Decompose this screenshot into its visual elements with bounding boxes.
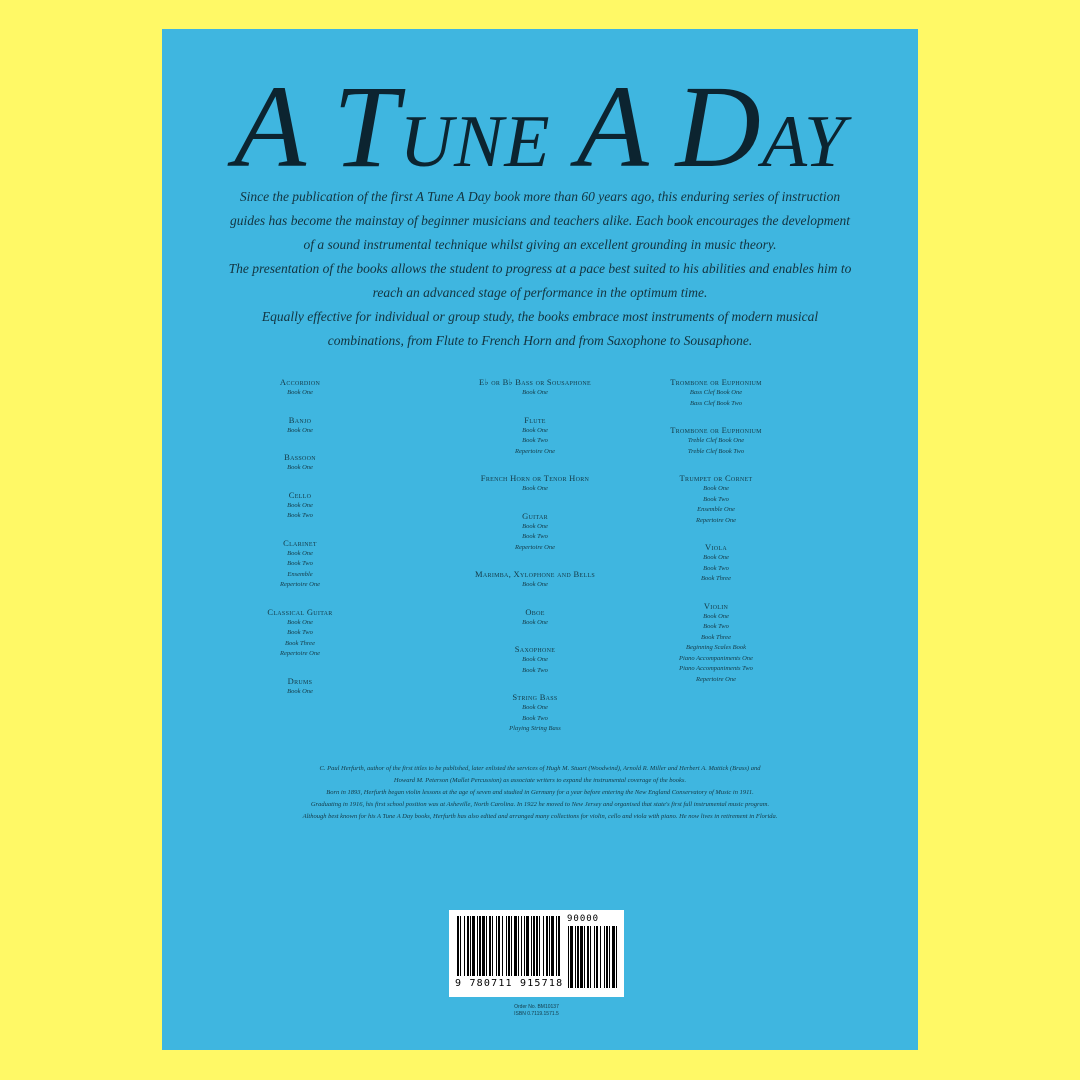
book-title-item: Book Two [703,495,729,503]
intro-line: Equally effective for individual or group study, the books embrace most instruments of modern musical [261,309,819,324]
intro-line: guides has become the mainstay of beginner musicians and teachers alike. Each book encourages the development [229,213,851,228]
instrument-name: Marimba, Xylophone and Bells [475,569,595,579]
instrument-name: E♭ or B♭ Bass or Sousaphone [478,377,591,387]
instrument-name: Trombone or Euphonium [670,377,762,387]
instrument-name: String Bass [512,692,558,702]
book-title-item: Book Two [287,512,313,519]
book-title-item: Book Three [701,575,731,582]
instrument-name: Viola [705,542,727,552]
intro-paragraph [192,185,888,353]
book-title-item: Treble Clef Book One [687,437,745,444]
book-title-item: Repertoire One [279,650,320,657]
book-title-item: Book One [522,656,548,663]
book-title-item: Book Two [703,623,729,630]
title-ay: AY [761,101,847,183]
book-title-item: Bass Clef Book One [689,389,743,396]
bio-line: Although best known for his A Tune A Day books, Herfurth has also edited and arranged many collections for violin, cello and viola with piano. He now lives in retirement in Florida. [302,813,778,820]
instrument-name: Clarinet [283,537,317,548]
book-title-item: Book One [287,687,313,695]
book-title-item: Book Two [287,560,313,567]
book-title-item: Book One [287,426,313,434]
order-number: Order No. BM10137 [514,1004,559,1010]
bio-line: C. Paul Herfurth, author of the first titles to be published, later enlisted the services of Hugh M. Stuart (Woodwind), Arnold R. Miller and Herbert A. Mattick (Brass) and [319,765,761,772]
bio-line: Graduating in 1916, his first school position was at Asheville, North Carolina. In 1922 he moved to New Jersey and organised that state's first full instrumental music program. [310,801,770,808]
barcode-addon-number: 90000 [567,914,600,924]
book-title-item: Repertoire One [279,581,320,588]
instrument-group [190,607,410,660]
book-title-item: Book One [522,704,548,711]
book-title-item: Book Two [703,564,729,572]
title-une: UNE [399,101,551,183]
book-title-item: Book One [703,612,729,620]
book-title-item: Piano Accompaniments One [679,654,753,662]
book-title-item: Repertoire One [514,447,555,455]
instrument-group [606,601,826,686]
book-title-item: Book Three [285,639,315,647]
instrument-group [190,676,410,698]
book-title-item: Playing String Bass [509,725,561,732]
title-letter-a: A [233,61,307,192]
isbn-block [449,1004,624,1018]
book-title-item: Repertoire One [695,516,736,524]
book-title-item: Book One [703,485,729,492]
book-title-item: Book One [522,426,548,434]
book-title-item: Beginning Scales Book [686,644,746,651]
book-title-item: Repertoire One [695,675,736,683]
book-title-item: Book One [522,581,548,588]
book-title-item: Book Two [287,629,313,636]
title-letter-t: T [332,61,400,192]
isbn-number: ISBN 0.7119.1571.5 [514,1011,559,1017]
instrument-group [190,377,410,399]
book-title-item: Ensemble [287,570,313,578]
book-title-item: Book One [287,501,313,509]
instrument-name: Drums [287,675,313,686]
instrument-name: Saxophone [514,644,556,654]
instrument-group [606,377,826,409]
instrument-name: Accordion [279,377,321,387]
intro-line: The presentation of the books allows the student to progress at a pace best suited to his abilities and enables him to [228,261,852,276]
book-title-item: Book Two [522,714,548,722]
title-letter-a2: A [576,61,650,192]
instrument-name: French Horn or Tenor Horn [480,473,590,483]
book-title-item: Book Two [522,437,548,444]
intro-line: combinations, from Flute to French Horn and from Saxophone to Sousaphone. [327,333,753,348]
book-title-item: Book One [522,485,548,492]
book-title-item: Book One [522,389,548,396]
instrument-name: Oboe [525,606,545,617]
book-title-item: Book One [287,549,313,557]
intro-line: of a sound instrumental technique whilst giving an excellent grounding in music theory. [303,237,777,252]
instrument-group [190,452,410,474]
instrument-name: Trumpet or Cornet [679,473,753,483]
barcode-number: 9 780711 915718 [455,978,564,989]
book-title-item: Book Three [701,633,731,641]
book-title-item: Book One [287,464,313,471]
instrument-name: Classical Guitar [267,606,333,617]
instrument-name: Flute [524,414,546,425]
instrument-group [190,415,410,437]
book-title-item: Book One [703,554,729,561]
bio-line: Born in 1893, Herfurth began violin lessons at the age of seven and studied in Germany for a year before entering the New England Conservatory of Music in 1911. [326,789,754,796]
book-title-item: Piano Accompaniments Two [679,665,753,672]
book-title-item: Book One [522,618,548,626]
book-title-item: Book Two [522,666,548,674]
book-title-item: Book One [522,522,548,530]
book-title-item: Ensemble One [697,506,735,513]
book-title-item: Repertoire One [514,543,555,551]
book-title-item: Treble Clef Book Two [687,447,745,455]
instrument-name: Guitar [522,510,548,521]
book-back-cover [162,29,918,1050]
instrument-name: Cello [288,489,312,500]
book-title-item: Book Two [522,533,548,540]
instrument-name: Trombone or Euphonium [670,425,762,435]
barcode [449,910,624,997]
instrument-name: Banjo [288,414,312,425]
instrument-group [606,425,826,457]
instrument-group [190,538,410,591]
book-title-item: Bass Clef Book Two [689,399,743,407]
instrument-name: Bassoon [284,452,316,462]
intro-line: Since the publication of the first A Tune A Day book more than 60 years ago, this enduring series of instruction [239,189,841,204]
instrument-group [606,473,826,526]
title-letter-d: D [675,61,762,192]
bio-line: Howard M. Peterson (Mallet Percussion) as associate writers to expand the instrumental coverage of the books. [393,777,687,784]
book-title-item: Book One [287,618,313,626]
instrument-group [190,490,410,522]
book-title-item: Book One [287,389,313,396]
instrument-group [606,542,826,585]
intro-line: reach an advanced stage of performance in the optimum time. [372,285,708,300]
book-title [162,59,918,195]
instrument-name: Violin [703,600,729,611]
author-biography [198,763,882,823]
